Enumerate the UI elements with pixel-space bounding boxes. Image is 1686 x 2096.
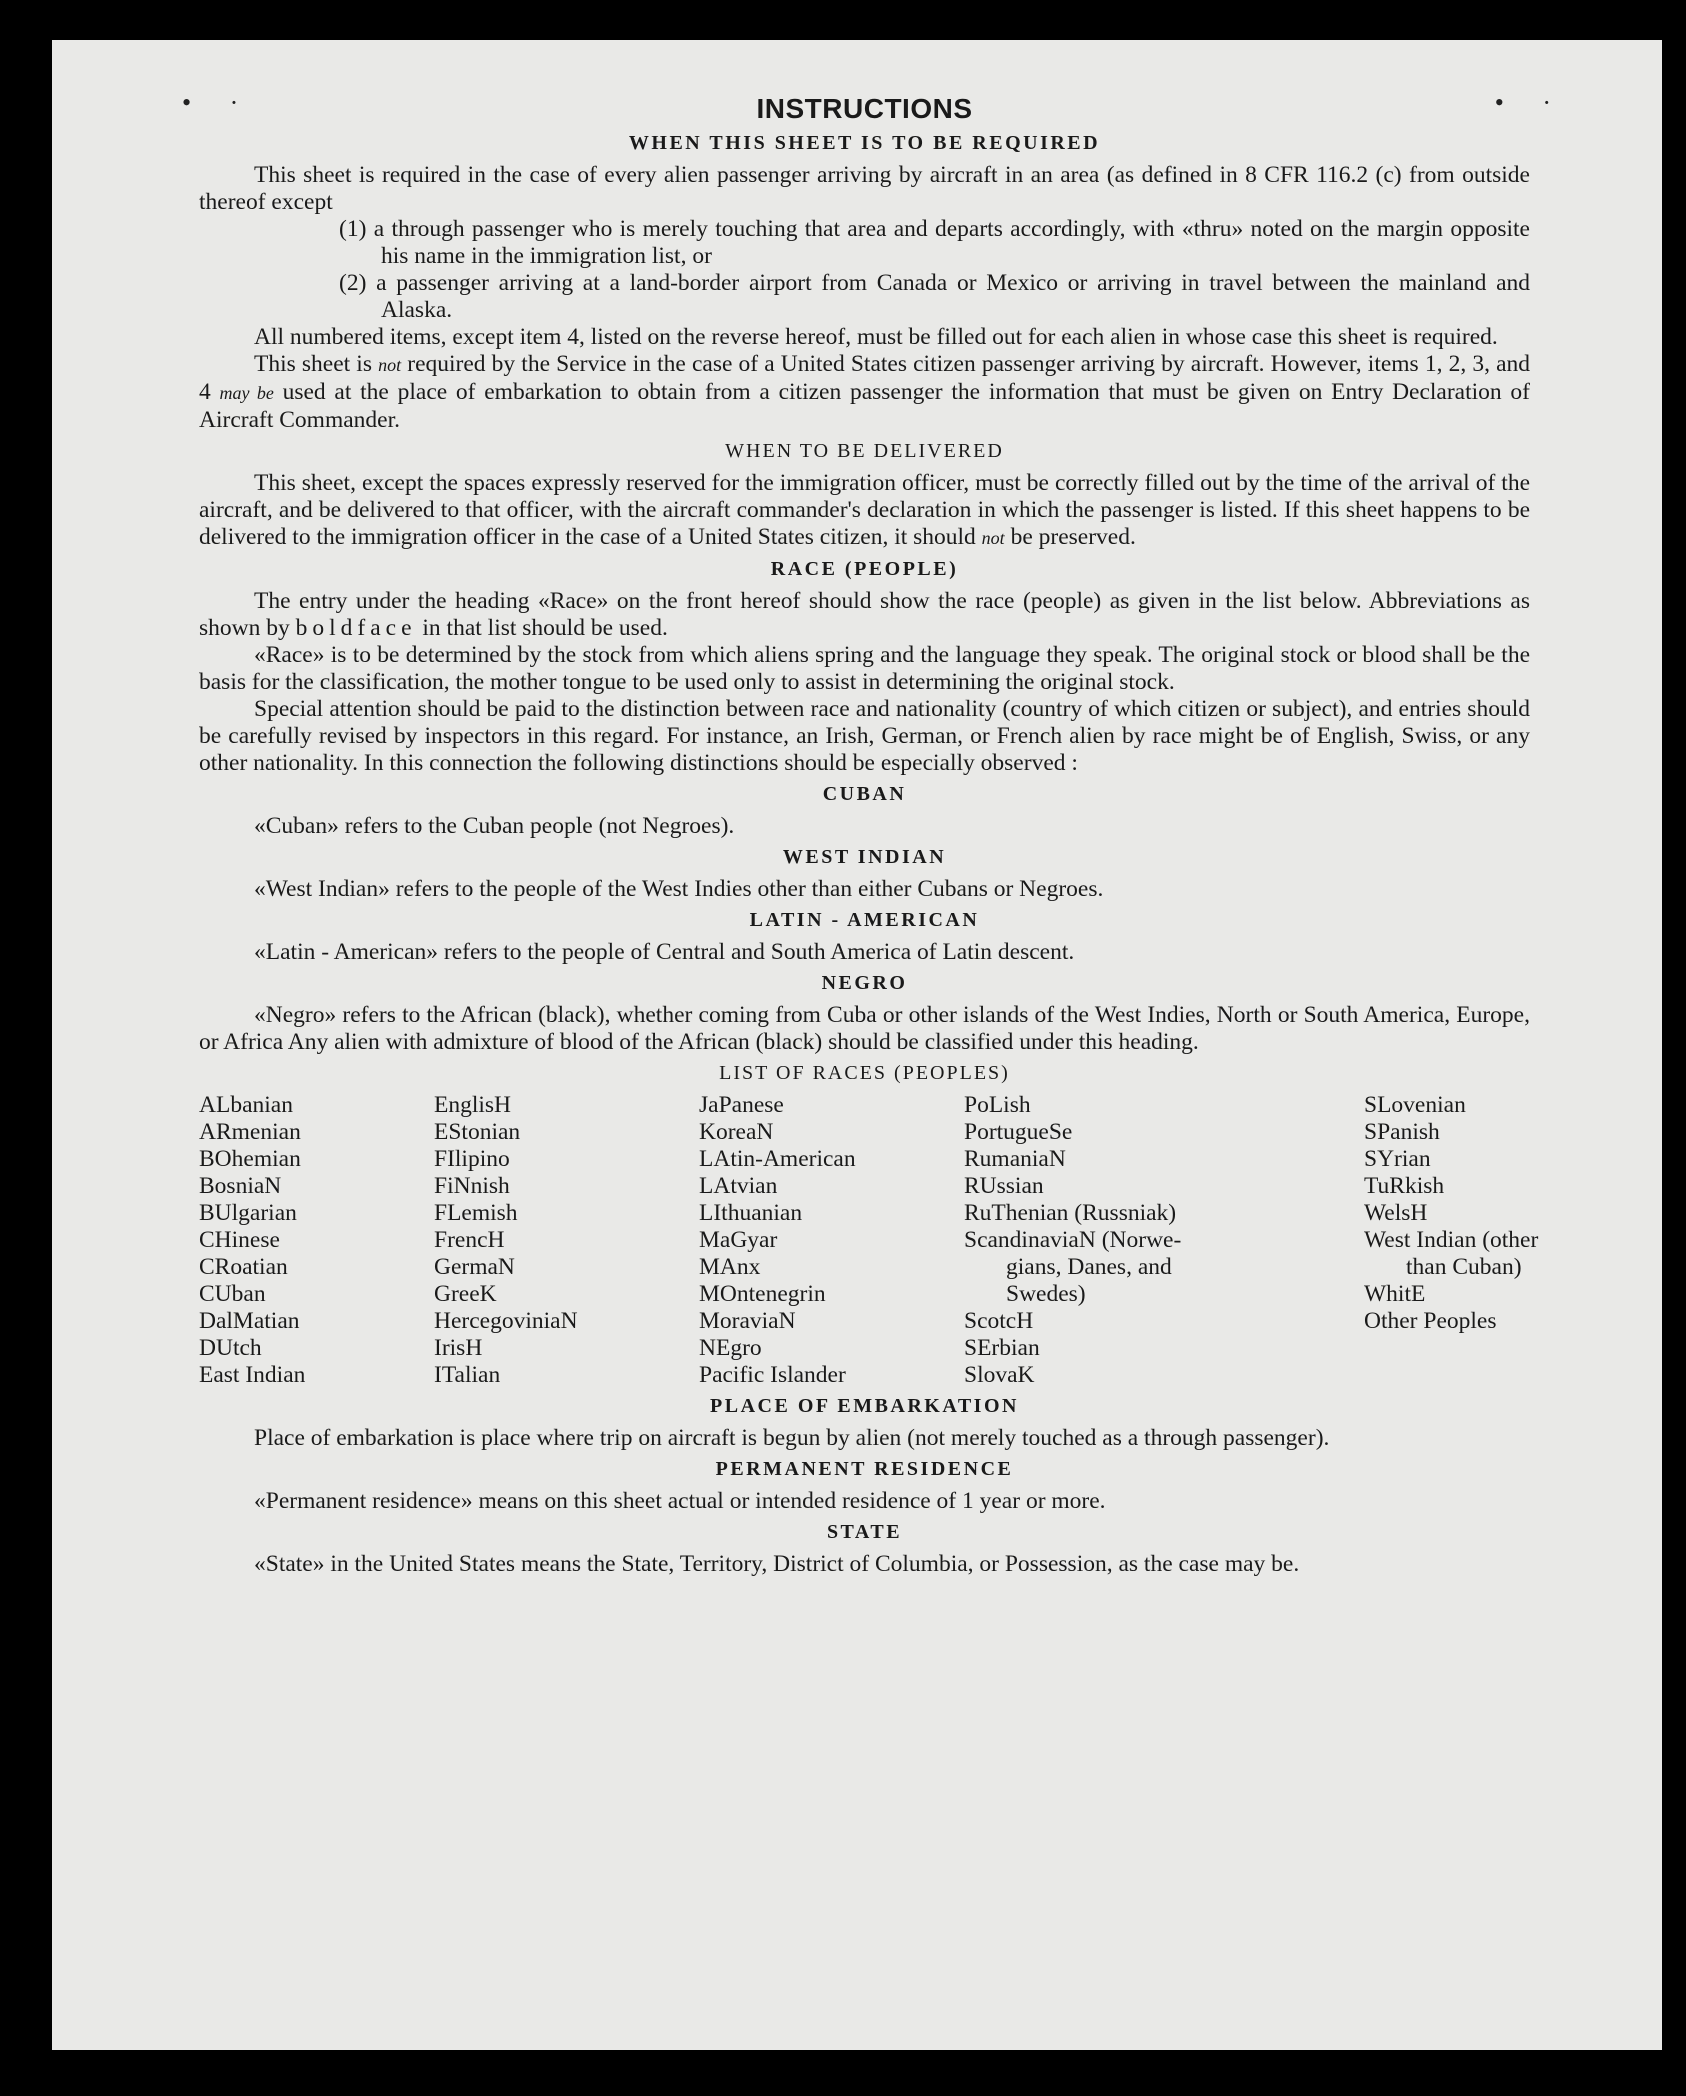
race-item: Swedes) bbox=[1006, 1281, 1086, 1307]
paragraph: «Race» is to be determined by the stock from which aliens spring and the language they speak. The original stock or blood shall be the basis for the classification, the mother tongue to be used only to assist in determining the original stock. bbox=[199, 642, 1530, 695]
race-item: BUlgarian bbox=[199, 1200, 297, 1226]
race-item: than Cuban) bbox=[1406, 1254, 1522, 1280]
race-item: SErbian bbox=[964, 1335, 1040, 1361]
race-item: MoraviaN bbox=[699, 1308, 796, 1334]
text-span: This sheet is bbox=[254, 351, 372, 377]
race-item: CUban bbox=[199, 1281, 266, 1307]
race-item: NEgro bbox=[699, 1335, 762, 1361]
race-item: PoLish bbox=[964, 1092, 1031, 1118]
race-item: CHinese bbox=[199, 1227, 280, 1253]
text-span: be preserved. bbox=[1010, 524, 1136, 550]
text-span: used at the place of embarkation to obtain from a citizen passenger the information that must be given on Entry Declaration of Aircraft Commander. bbox=[199, 379, 1530, 433]
section-heading-negro: NEGRO bbox=[821, 972, 908, 994]
races-list bbox=[199, 1092, 1539, 1389]
race-item: MOntenegrin bbox=[699, 1281, 826, 1307]
race-item: MaGyar bbox=[699, 1227, 778, 1253]
race-item: WhitE bbox=[1364, 1281, 1426, 1307]
races-column-2 bbox=[434, 1092, 699, 1389]
race-item: ITalian bbox=[434, 1362, 501, 1388]
punch-marks-left: • · bbox=[182, 88, 255, 117]
section-heading-race: RACE (PEOPLE) bbox=[770, 558, 959, 580]
race-item: GermaN bbox=[434, 1254, 515, 1280]
paragraph: Special attention should be paid to the distinction between race and nationality (country of which citizen or subject), and entries should be carefully revised by inspectors in this regard. For instance, an Irish, German, or French alien by race might be of English, Swiss, or any other nationality. In this connection the following distinctions should be especially observed : bbox=[199, 696, 1530, 776]
race-item: RuThenian (Russniak) bbox=[964, 1200, 1177, 1226]
race-item: EStonian bbox=[434, 1119, 521, 1145]
paragraph: «Latin - American» refers to the people of Central and South America of Latin descent. bbox=[254, 939, 1075, 965]
race-item: IrisH bbox=[434, 1335, 483, 1361]
section-heading-cuban: CUBAN bbox=[822, 783, 907, 805]
race-item: JaPanese bbox=[699, 1092, 784, 1118]
list-item: (1) a through passenger who is merely touching that area and departs accordingly, with «thru» noted on the margin opposite his name in the immigration list, or bbox=[339, 216, 1530, 269]
section-heading-required: WHEN THIS SHEET IS TO BE REQUIRED bbox=[628, 132, 1101, 154]
race-item: SlovaK bbox=[964, 1362, 1035, 1388]
races-column-3 bbox=[699, 1092, 964, 1389]
paragraph: «West Indian» refers to the people of the West Indies other than either Cubans or Negroes. bbox=[254, 876, 1104, 902]
race-item: SLovenian bbox=[1364, 1092, 1466, 1118]
paragraph bbox=[199, 588, 1530, 642]
race-item: ScandinaviaN (Norwe- bbox=[964, 1227, 1182, 1253]
race-item: LIthuanian bbox=[699, 1200, 803, 1226]
section-heading-embarkation: PLACE OF EMBARKATION bbox=[710, 1395, 1019, 1417]
text-span: The entry under the heading «Race» on the front hereof should show the race (people) as given in the list below. Abbreviations as shown by bbox=[199, 588, 1530, 641]
paragraph: «Cuban» refers to the Cuban people (not Negroes). bbox=[254, 813, 735, 839]
emphasis: may be bbox=[219, 383, 274, 403]
race-item: KoreaN bbox=[699, 1119, 774, 1145]
paragraph: «Permanent residence» means on this sheet actual or intended residence of 1 year or more. bbox=[254, 1488, 1106, 1514]
race-item: FLemish bbox=[434, 1200, 518, 1226]
section-heading-list-of-races: LIST OF RACES (PEOPLES) bbox=[719, 1062, 1010, 1084]
races-column-1 bbox=[199, 1092, 434, 1389]
race-item: West Indian (other bbox=[1364, 1227, 1539, 1253]
race-item: SYrian bbox=[1364, 1146, 1431, 1172]
race-item: BosniaN bbox=[199, 1173, 282, 1199]
section-heading-latin-american: LATIN - AMERICAN bbox=[749, 909, 980, 931]
list-item: (2) a passenger arriving at a land-border airport from Canada or Mexico or arriving in travel between the mainland and Alaska. bbox=[339, 270, 1530, 323]
race-item: MAnx bbox=[699, 1254, 761, 1280]
race-item: ARmenian bbox=[199, 1119, 301, 1145]
paragraph bbox=[199, 470, 1530, 552]
race-item: FrencH bbox=[434, 1227, 505, 1253]
race-item: LAtvian bbox=[699, 1173, 778, 1199]
race-item: EnglisH bbox=[434, 1092, 512, 1118]
paragraph: Place of embarkation is place where trip on aircraft is begun by alien (not merely touched as a through passenger). bbox=[254, 1425, 1330, 1451]
race-item: SPanish bbox=[1364, 1119, 1440, 1145]
text-span: required by the Service in the case of a United States citizen passenger arriving by aircraft. However, items 1, 2, 3, and 4 bbox=[199, 351, 1530, 405]
paragraph: «Negro» refers to the African (black), whether coming from Cuba or other islands of the West Indies, North or South America, Europe, or Africa Any alien with admixture of blood of the African (black) should be classified under this heading. bbox=[199, 1002, 1530, 1055]
paragraph: All numbered items, except item 4, listed on the reverse hereof, must be filled out for each alien in whose case this sheet is required. bbox=[254, 324, 1498, 350]
section-heading-delivered: WHEN TO BE DELIVERED bbox=[725, 440, 1004, 462]
paragraph bbox=[199, 351, 1530, 434]
race-item: ALbanian bbox=[199, 1092, 293, 1118]
paragraph: This sheet is required in the case of every alien passenger arriving by aircraft in an area (as defined in 8 CFR 116.2 (c) from outside thereof except bbox=[199, 162, 1530, 215]
race-item: RumaniaN bbox=[964, 1146, 1066, 1172]
race-item: Pacific Islander bbox=[699, 1362, 846, 1388]
race-item: DalMatian bbox=[199, 1308, 300, 1334]
race-item: PortugueSe bbox=[964, 1119, 1073, 1145]
race-item: FiNnish bbox=[434, 1173, 510, 1199]
document-page bbox=[52, 40, 1662, 2050]
text-span: in that list should be used. bbox=[422, 615, 668, 641]
page-title: INSTRUCTIONS bbox=[756, 93, 973, 124]
race-item: HercegovinіaN bbox=[434, 1308, 578, 1334]
race-item: TuRkish bbox=[1364, 1173, 1445, 1199]
section-heading-residence: PERMANENT RESIDENCE bbox=[715, 1458, 1014, 1480]
races-column-5 bbox=[1364, 1092, 1604, 1389]
races-column-4 bbox=[964, 1092, 1364, 1389]
section-heading-state: STATE bbox=[826, 1521, 903, 1543]
race-item: RUssian bbox=[964, 1173, 1044, 1199]
emphasis: not bbox=[981, 528, 1005, 548]
text-span: This sheet, except the spaces expressly reserved for the immigration officer, must be correctly filled out by the time of the arrival of the aircraft, and be delivered to that officer, with the aircraft commander's declaration in which the passenger is listed. If this sheet happens to be delivered to the immigration officer in the case of a United States citizen, it should bbox=[199, 470, 1530, 550]
race-item: Other Peoples bbox=[1364, 1308, 1497, 1334]
race-item: ScotcH bbox=[964, 1308, 1034, 1334]
race-item: BOhemian bbox=[199, 1146, 301, 1172]
paragraph: «State» in the United States means the State, Territory, District of Columbia, or Possession, as the case may be. bbox=[254, 1551, 1300, 1577]
punch-marks-right: • · bbox=[1494, 88, 1567, 117]
race-item: East Indian bbox=[199, 1362, 306, 1388]
spaced-word: boldface bbox=[295, 615, 417, 641]
race-item: LAtin-American bbox=[699, 1146, 856, 1172]
race-item: FIlipino bbox=[434, 1146, 510, 1172]
race-item: DUtch bbox=[199, 1335, 262, 1361]
race-item: GreeK bbox=[434, 1281, 497, 1307]
section-heading-west-indian: WEST INDIAN bbox=[782, 846, 947, 868]
race-item: CRoatian bbox=[199, 1254, 288, 1280]
emphasis: not bbox=[378, 355, 402, 375]
race-item: WelsH bbox=[1364, 1200, 1428, 1226]
race-item: gians, Danes, and bbox=[1006, 1254, 1172, 1280]
